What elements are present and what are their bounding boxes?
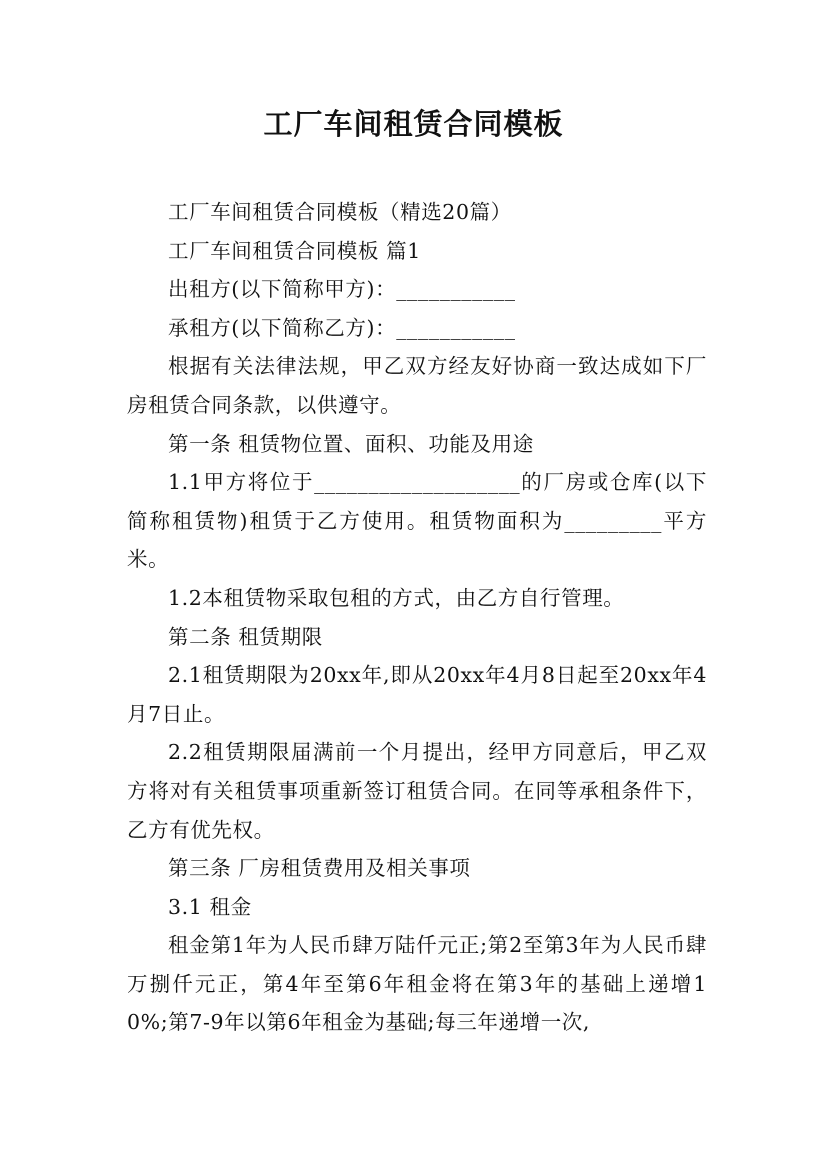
clause-2-1: 2.1租赁期限为20xx年,即从20xx年4月8日起至20xx年4月7日止。	[127, 663, 707, 726]
clause-2-2: 2.2租赁期限届满前一个月提出，经甲方同意后，甲乙双方将对有关租赁事项重新签订租赁合同。在同等承租条件下，乙方有优先权。	[127, 740, 707, 842]
clause-3-1-rent: 租金第1年为人民币肆万陆仟元正;第2至第3年为人民币肆万捌仟元正，第4年至第6年租金将在第3年的基础上递增10%;第7-9年以第6年租金为基础;每三年递增一次,	[127, 933, 707, 1035]
document-body	[127, 193, 707, 1042]
article-1-heading: 第一条 租赁物位置、面积、功能及用途	[168, 431, 534, 456]
paragraph-section-heading: 工厂车间租赁合同模板 篇1	[168, 238, 421, 263]
clause-3-1-heading: 3.1 租金	[168, 894, 252, 919]
paragraph-preamble: 根据有关法律法规，甲乙双方经友好协商一致达成如下厂房租赁合同条款，以供遵守。	[127, 354, 707, 417]
clause-1-2: 1.2本租赁物采取包租的方式，由乙方自行管理。	[168, 585, 625, 610]
paragraph-lessee: 承租方(以下简称乙方)：___________	[168, 315, 516, 340]
document-title: 工厂车间租赁合同模板	[263, 107, 564, 141]
article-2-heading: 第二条 租赁期限	[168, 624, 323, 649]
paragraph-lessor: 出租方(以下简称甲方)：___________	[168, 277, 516, 302]
paragraph-subtitle: 工厂车间租赁合同模板（精选20篇）	[168, 200, 512, 224]
clause-1-1: 1.1甲方将位于___________________的厂房或仓库(以下简称租赁物)租赁于乙方使用。租赁物面积为_________平方米。	[127, 470, 707, 572]
article-3-heading: 第三条 厂房租赁费用及相关事项	[168, 856, 471, 881]
